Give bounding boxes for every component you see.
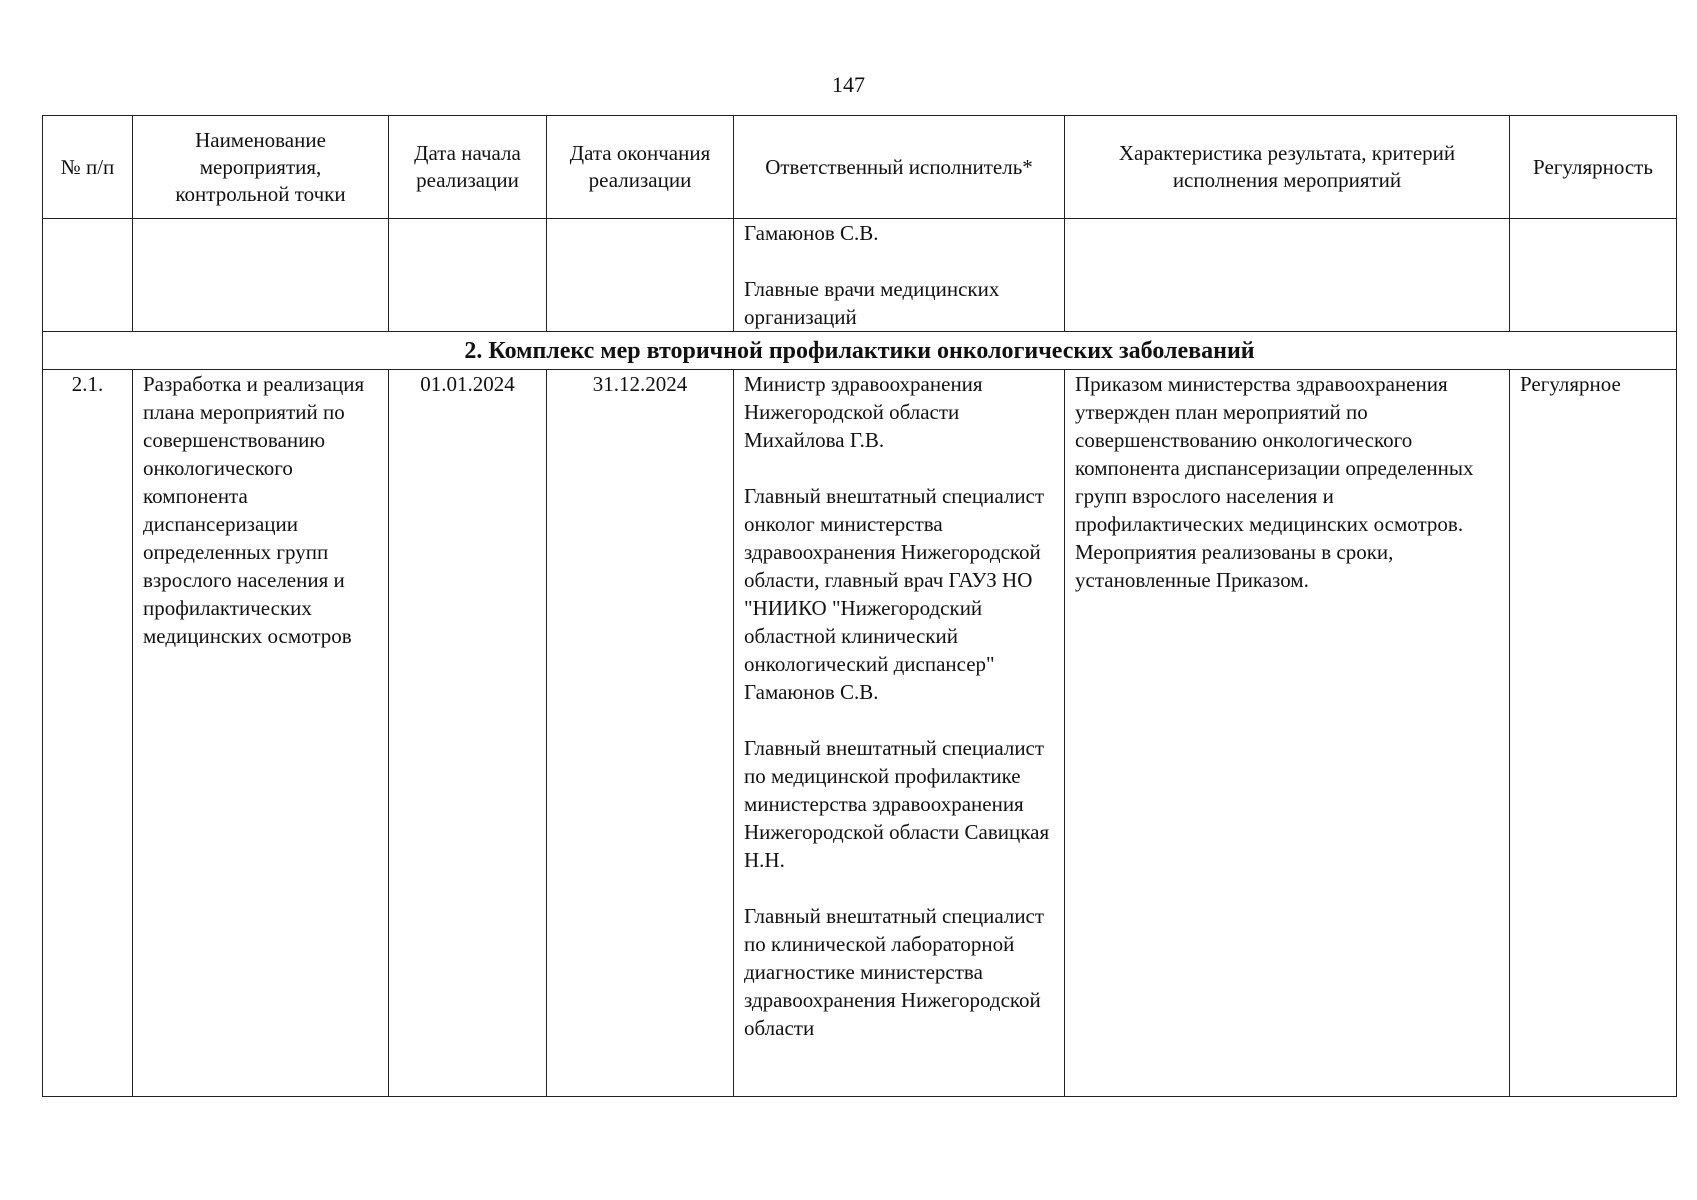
item-result: [1065, 370, 1510, 1097]
cont-responsible-cell: [734, 219, 1065, 332]
cont-number-cell: [43, 219, 133, 332]
table-row: [43, 370, 1677, 1097]
cont-end-cell: [547, 219, 734, 332]
cont-start-cell: [389, 219, 547, 332]
item-regularity: Регулярное: [1510, 370, 1677, 1097]
responsible-line: Главные врачи медицинских организаций: [744, 277, 1000, 329]
item-number: 2.1.: [43, 370, 133, 1097]
header-name: Наименование мероприятия, контрольной точки: [133, 116, 389, 219]
responsible-line: Главный внештатный специалист по медицинской профилактике министерства здравоохранения Нижегородской области Савицкая Н.Н.: [744, 736, 1050, 872]
header-result: Характеристика результата, критерий исполнения мероприятий: [1065, 116, 1510, 219]
header-responsible: Ответственный исполнитель*: [734, 116, 1065, 219]
item-start-date: 01.01.2024: [389, 370, 547, 1097]
cont-regularity-cell: [1510, 219, 1677, 332]
item-end-date: 31.12.2024: [547, 370, 734, 1097]
responsible-line: Главный внештатный специалист онколог министерства здравоохранения Нижегородской области, главный врач ГАУЗ НО "НИИКО "Нижегородский областной клинический онкологический диспансер" Гамаюнов С.В.: [744, 484, 1045, 704]
cont-result-cell: [1065, 219, 1510, 332]
action-plan-table: [42, 115, 1677, 1097]
header-end-date: Дата окончания реализации: [547, 116, 734, 219]
item-name: Разработка и реализация плана мероприятий по совершенствованию онкологического компонента диспансеризации определенных групп взрослого населения и профилактических медицинских осмотров: [133, 370, 389, 1097]
header-row: [43, 116, 1677, 219]
page-number: 147: [832, 72, 865, 97]
header-start-date: Дата начала реализации: [389, 116, 547, 219]
responsible-line: Гамаюнов С.В.: [744, 221, 879, 245]
item-responsible: [734, 370, 1065, 1097]
section-title: 2. Комплекс мер вторичной профилактики онкологических заболеваний: [43, 332, 1677, 370]
cont-name-cell: [133, 219, 389, 332]
section-row: [43, 332, 1677, 370]
result-line: Мероприятия реализованы в сроки, установленные Приказом.: [1075, 540, 1394, 592]
continuation-row: [43, 219, 1677, 332]
header-regularity: Регулярность: [1510, 116, 1677, 219]
result-line: Приказом министерства здравоохранения утвержден план мероприятий по совершенствованию онкологического компонента диспансеризации определенных групп взрослого населения и профилактических медицинских осмотров.: [1075, 372, 1474, 536]
responsible-line: Министр здравоохранения Нижегородской области Михайлова Г.В.: [744, 372, 983, 452]
responsible-line: Главный внештатный специалист по клинической лабораторной диагностике министерства здравоохранения Нижегородской области: [744, 904, 1045, 1040]
header-number: № п/п: [43, 116, 133, 219]
